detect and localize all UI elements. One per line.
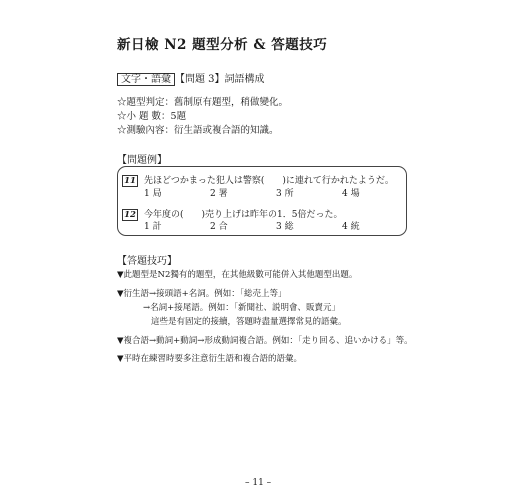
section-heading bbox=[117, 70, 265, 85]
tip-item: ▼此題型是N2獨有的題型，在其他級數可能併入其他題型出題。 bbox=[117, 270, 358, 280]
question-number: 11 bbox=[122, 175, 138, 187]
option-4: 4 場 bbox=[342, 189, 360, 199]
tip-item: ▼平時在練習時要多注意衍生語和複合語的語彙。 bbox=[117, 354, 303, 364]
page-number: – 11 – bbox=[245, 478, 272, 488]
tips-label: 【答題技巧】 bbox=[117, 256, 177, 267]
option-1: 1 計 bbox=[144, 222, 162, 232]
summary-list bbox=[117, 96, 288, 138]
option-2: 2 署 bbox=[210, 189, 228, 199]
summary-item-type: ☆題型判定：舊制原有題型，稍做變化。 bbox=[117, 97, 289, 108]
example-label: 【問題例】 bbox=[117, 155, 167, 166]
page-title: 新日檢 N2 題型分析 & 答題技巧 bbox=[117, 37, 328, 53]
option-2: 2 合 bbox=[210, 222, 228, 232]
tip-item: ▼複合語→動詞+動詞→形成動詞複合語。例如：「走り回る、追いかける」等。 bbox=[117, 336, 413, 346]
section-title: 【問題 3】詞語構成 bbox=[175, 74, 265, 85]
question-number: 12 bbox=[122, 209, 138, 221]
option-1: 1 局 bbox=[144, 189, 162, 199]
tip-item: →名詞+接尾語。例如：「新聞社、説明會、販賣元」 bbox=[143, 303, 340, 313]
tip-item: ▼衍生語→接頭語+名詞。例如：「総売上等」 bbox=[117, 289, 287, 299]
tip-item: 這些是有固定的接續，答題時盡量選擇常見的語彙。 bbox=[151, 317, 347, 327]
example-box bbox=[117, 166, 407, 236]
option-4: 4 統 bbox=[342, 222, 360, 232]
category-box: 文字・語彙 bbox=[117, 73, 175, 86]
summary-item-content: ☆測驗內容：衍生語或複合語的知識。 bbox=[117, 125, 279, 136]
question-text: 先ほどつかまった犯人は警察( )に連れて行かれたようだ。 bbox=[144, 176, 394, 186]
question-text: 今年度の( )売り上げは昨年の1．5倍だった。 bbox=[144, 210, 343, 220]
summary-item-count: ☆小 題 數：5題 bbox=[117, 111, 187, 122]
option-3: 3 所 bbox=[276, 189, 294, 199]
option-3: 3 総 bbox=[276, 222, 294, 232]
